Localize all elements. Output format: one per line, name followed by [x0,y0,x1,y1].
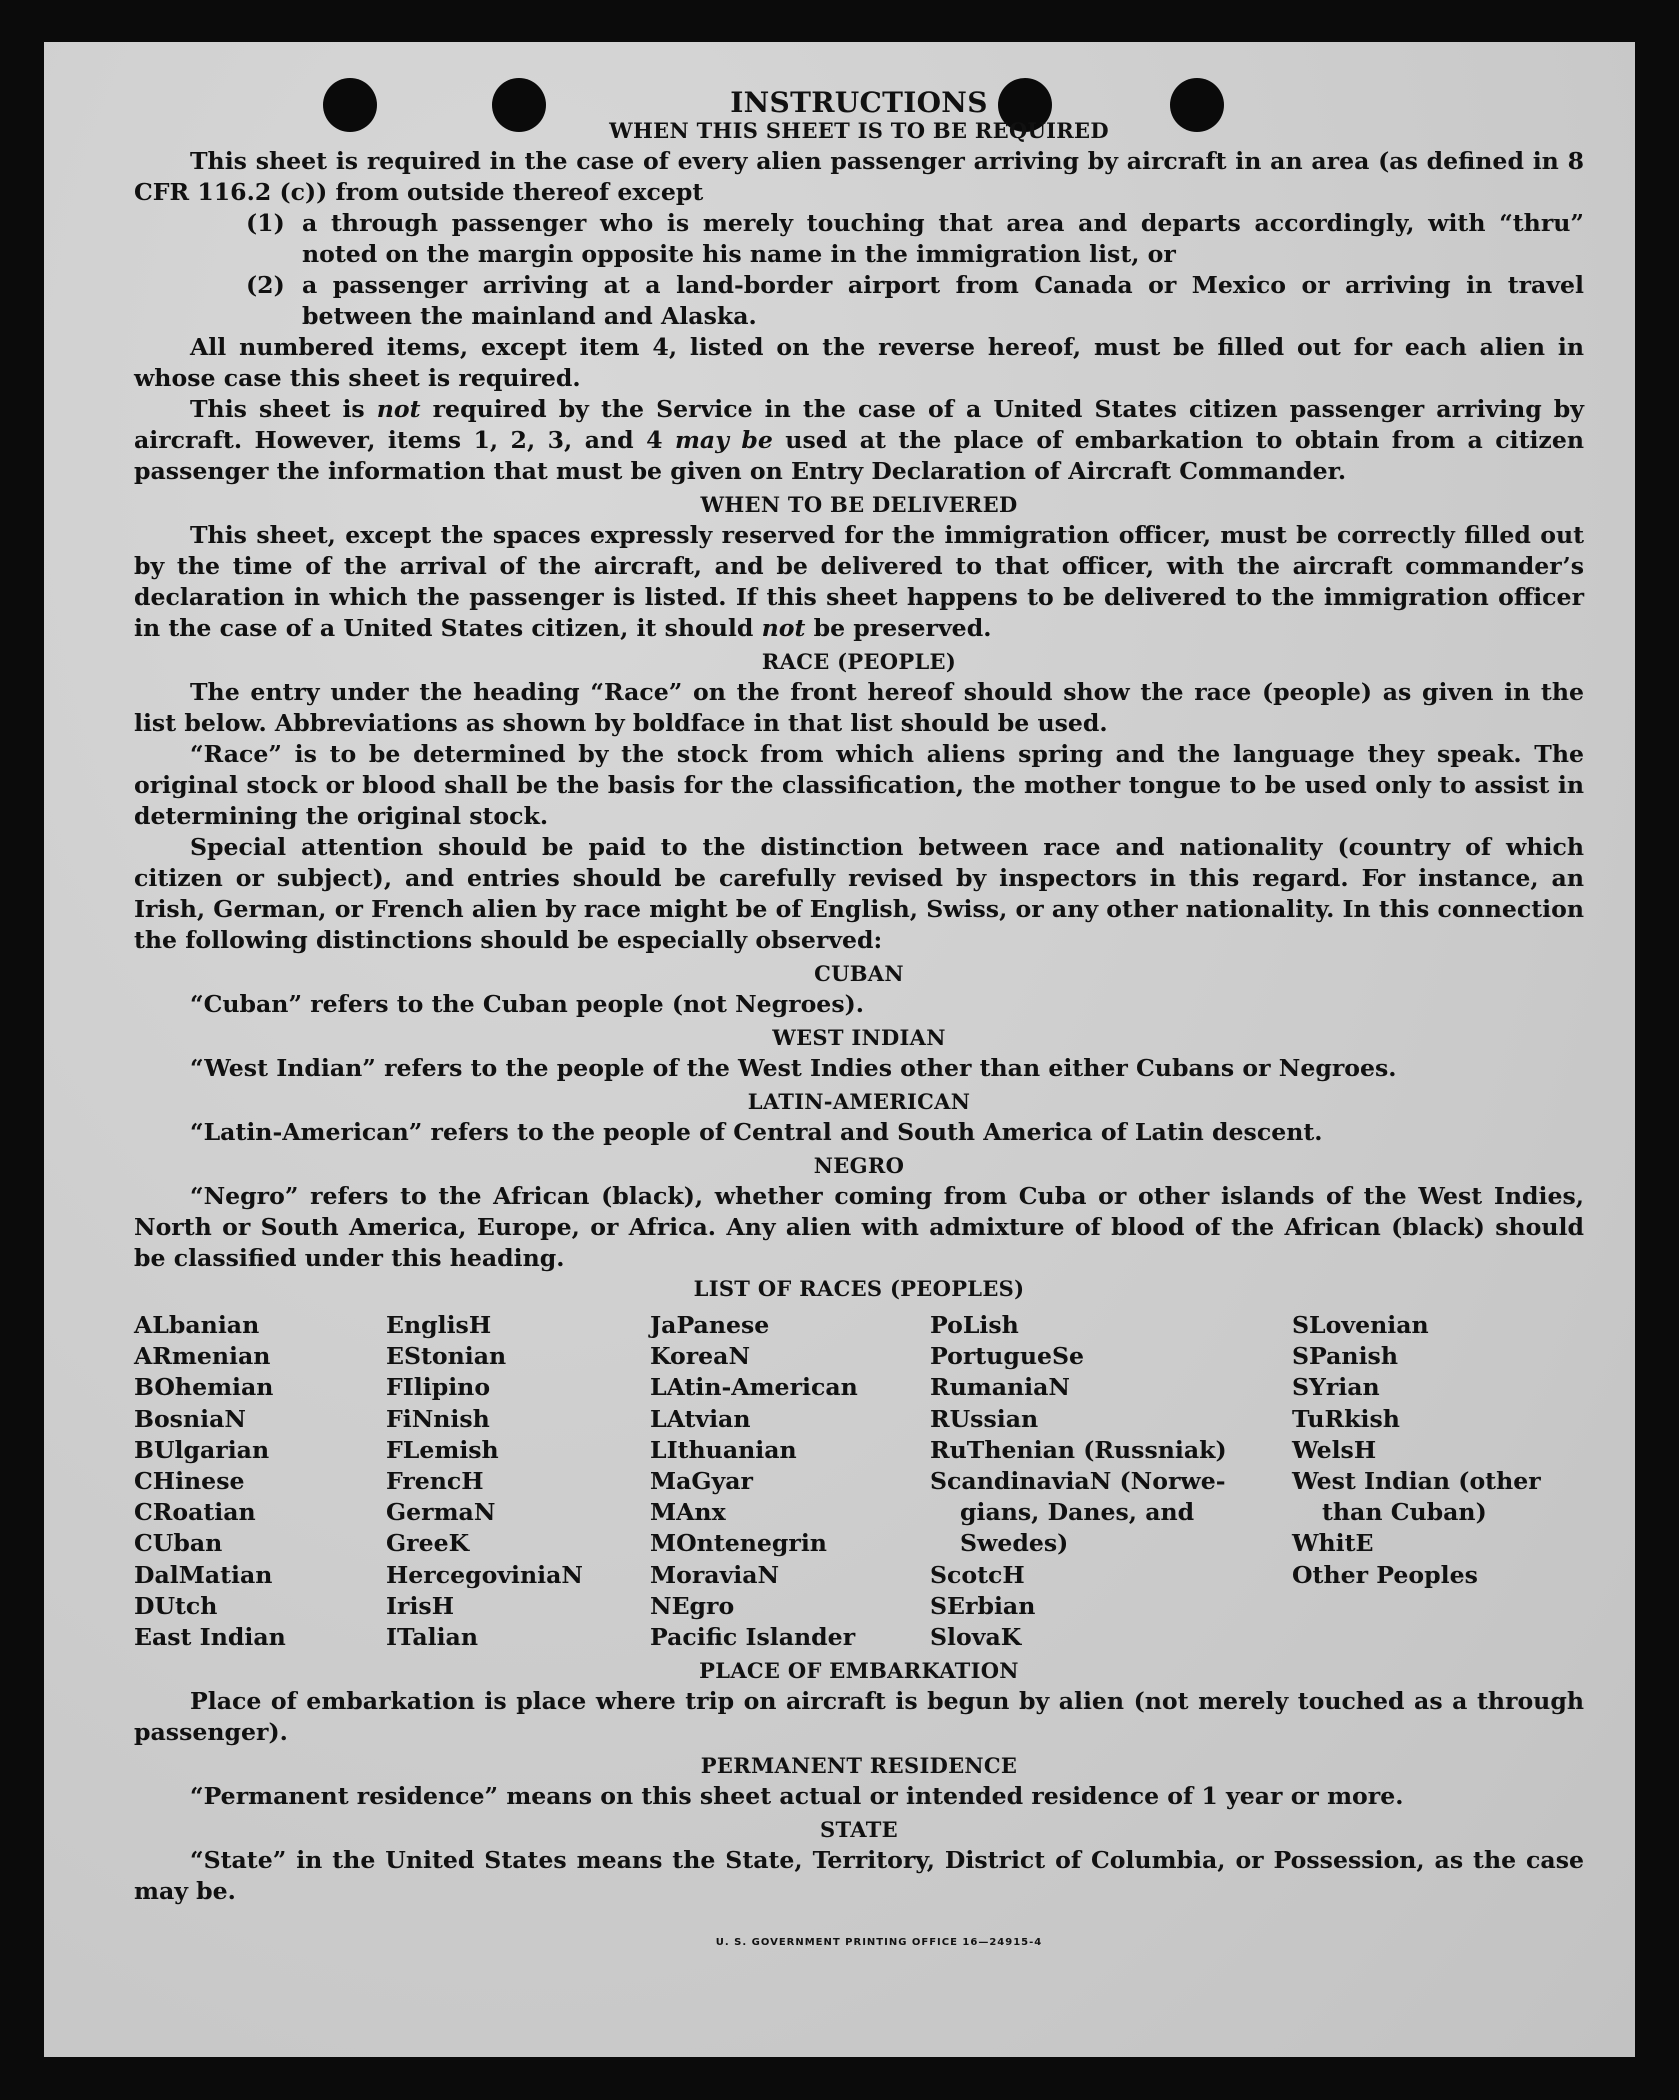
race-entry: ScandinaviaN (Norwe- [930,1467,1226,1496]
document-sheet [44,42,1635,2057]
race-entry: LAtvian [650,1404,751,1433]
paragraph: This sheet is not required by the Service in the case of a United States citizen passenger arriving by aircraft. However, items 1, 2, 3, and 4 may be used at the place of embarkation to obtain from a citizen passenger the information that must be given on Entry Declaration of Aircraft Commander. [134,395,1585,485]
race-entry: FiNnish [386,1404,490,1433]
race-entry: EStonian [386,1342,507,1371]
section-heading: STATE [820,1817,898,1843]
section-heading: WHEN THIS SHEET IS TO BE REQUIRED [609,118,1109,143]
race-entry: gians, Danes, and [960,1498,1195,1527]
races-column [134,1310,386,1653]
races-column [650,1310,930,1653]
item-text: a through passenger who is merely touching that area and departs accordingly, with “thru” noted on the margin opposite his name in the immigration list, or [302,209,1584,268]
paragraph: This sheet, except the spaces expressly reserved for the immigration officer, must be correctly filled out by the time of the arrival of the aircraft, and be delivered to that officer, with the aircraft commander’s declaration in which the passenger is listed. If this sheet happens to be delivered to the immigration officer in the case of a United States citizen, it should not be preserved. [134,521,1584,642]
printer-imprint: U. S. GOVERNMENT PRINTING OFFICE 16—24915-4 [715,1937,1043,1949]
paragraph: Place of embarkation is place where trip on aircraft is begun by alien (not merely touched as a through passenger). [134,1687,1584,1747]
race-entry: than Cuban) [1322,1498,1487,1527]
race-entry: CHinese [134,1467,245,1496]
document-body [134,86,1584,1958]
item-number: (2) [246,271,285,299]
race-entry: PortugueSe [930,1342,1085,1371]
race-entry: NEgro [650,1591,735,1620]
section-heading: NEGRO [813,1153,905,1178]
race-entry: KoreaN [650,1342,751,1371]
race-entry: IrisH [386,1591,455,1620]
paragraph: Special attention should be paid to the distinction between race and nationality (country of which citizen or subject), and entries should be carefully revised by inspectors in this regard. For instance, an Irish, German, or French alien by race might be of English, Swiss, or any other nationality. In this connection the following distinctions should be especially observed: [134,833,1584,954]
race-entry: RuThenian (Russniak) [930,1435,1227,1464]
race-entry: MaGyar [650,1467,753,1496]
paragraph: “Race” is to be determined by the stock from which aliens spring and the language they speak. The original stock or blood shall be the basis for the classification, the mother tongue to be used only to assist in determining the original stock. [134,740,1584,830]
race-entry: SLovenian [1292,1311,1429,1339]
item-number: (1) [246,209,285,237]
section-heading: PLACE OF EMBARKATION [699,1658,1019,1684]
race-entry: FLemish [386,1435,499,1464]
race-entry: ITalian [386,1623,478,1652]
race-entry: EnglisH [386,1311,492,1339]
race-entry: LAtin-American [650,1373,858,1402]
section-heading: LIST OF RACES (PEOPLES) [693,1276,1025,1301]
races-table [134,1310,1584,1653]
list-item [246,208,1584,270]
race-entry: LIthuanian [650,1435,797,1464]
race-entry: GermaN [386,1498,496,1527]
race-entry: SPanish [1292,1342,1398,1371]
race-entry: DalMatian [134,1560,273,1589]
race-entry: Swedes) [960,1529,1069,1558]
races-column [1292,1310,1584,1653]
paragraph: “Permanent residence” means on this sheet actual or intended residence of 1 year or more. [190,1782,1404,1811]
race-entry: FrencH [386,1467,484,1496]
race-entry: TuRkish [1292,1404,1400,1433]
race-entry: CUban [134,1529,223,1558]
races-column [930,1310,1292,1653]
race-entry: RUssian [930,1404,1039,1433]
race-entry: BosniaN [134,1404,246,1433]
race-entry: SErbian [930,1591,1036,1620]
paragraph: “Latin-American” refers to the people of Central and South America of Latin descent. [190,1118,1323,1146]
race-entry: MOntenegrin [650,1529,827,1558]
race-entry: BOhemian [134,1373,274,1402]
race-entry: ALbanian [134,1311,260,1339]
race-entry: GreeK [386,1529,470,1558]
section-heading: WEST INDIAN [772,1025,946,1050]
race-entry: East Indian [134,1623,286,1652]
race-entry: MoraviaN [650,1560,780,1589]
races-column [386,1310,650,1653]
race-entry: JaPanese [650,1311,770,1339]
race-entry: DUtch [134,1591,218,1620]
race-entry: FIlipino [386,1373,491,1402]
race-entry: WhitE [1292,1529,1374,1558]
paragraph: “State” in the United States means the State, Territory, District of Columbia, or Possession, as the case may be. [134,1846,1584,1906]
race-entry: SYrian [1292,1373,1380,1402]
race-entry: BUlgarian [134,1435,270,1464]
race-entry: CRoatian [134,1498,256,1527]
race-entry: HercegoviniaN [386,1560,583,1589]
race-entry: ScotcH [930,1560,1025,1589]
race-entry: SlovaK [930,1623,1022,1652]
section-heading: PERMANENT RESIDENCE [700,1753,1018,1779]
race-entry: PoLish [930,1311,1019,1339]
paragraph: “Negro” refers to the African (black), whether coming from Cuba or other islands of the West Indies, North or South America, Europe, or Africa. Any alien with admixture of blood of the African (black) should be classified under this heading. [134,1182,1584,1272]
race-entry: RumaniaN [930,1373,1070,1402]
section-heading: WHEN TO BE DELIVERED [700,492,1018,517]
race-entry: West Indian (other [1292,1467,1541,1496]
paragraph: “West Indian” refers to the people of the West Indies other than either Cubans or Negroes. [190,1054,1397,1082]
section-heading: LATIN-AMERICAN [747,1089,971,1114]
list-item [246,270,1584,332]
paragraph: The entry under the heading “Race” on the front hereof should show the race (people) as given in the list below. Abbreviations as shown by boldface in that list should be used. [134,678,1584,737]
section-heading: RACE (PEOPLE) [761,649,957,674]
race-entry: WelsH [1292,1435,1377,1464]
paragraph: This sheet is required in the case of every alien passenger arriving by aircraft in an area (as defined in 8 CFR 116.2 (c)) from outside thereof except [134,147,1584,206]
page-title: INSTRUCTIONS [730,86,988,119]
section-heading: CUBAN [814,961,904,986]
race-entry: Pacific Islander [650,1623,856,1652]
race-entry: MAnx [650,1498,726,1527]
item-text: a passenger arriving at a land-border airport from Canada or Mexico or arriving in travel between the mainland and Alaska. [302,271,1584,330]
race-entry: ARmenian [134,1342,271,1371]
paragraph: “Cuban” refers to the Cuban people (not Negroes). [190,990,864,1018]
race-entry: Other Peoples [1292,1560,1478,1589]
paragraph: All numbered items, except item 4, listed on the reverse hereof, must be filled out for each alien in whose case this sheet is required. [134,333,1584,392]
